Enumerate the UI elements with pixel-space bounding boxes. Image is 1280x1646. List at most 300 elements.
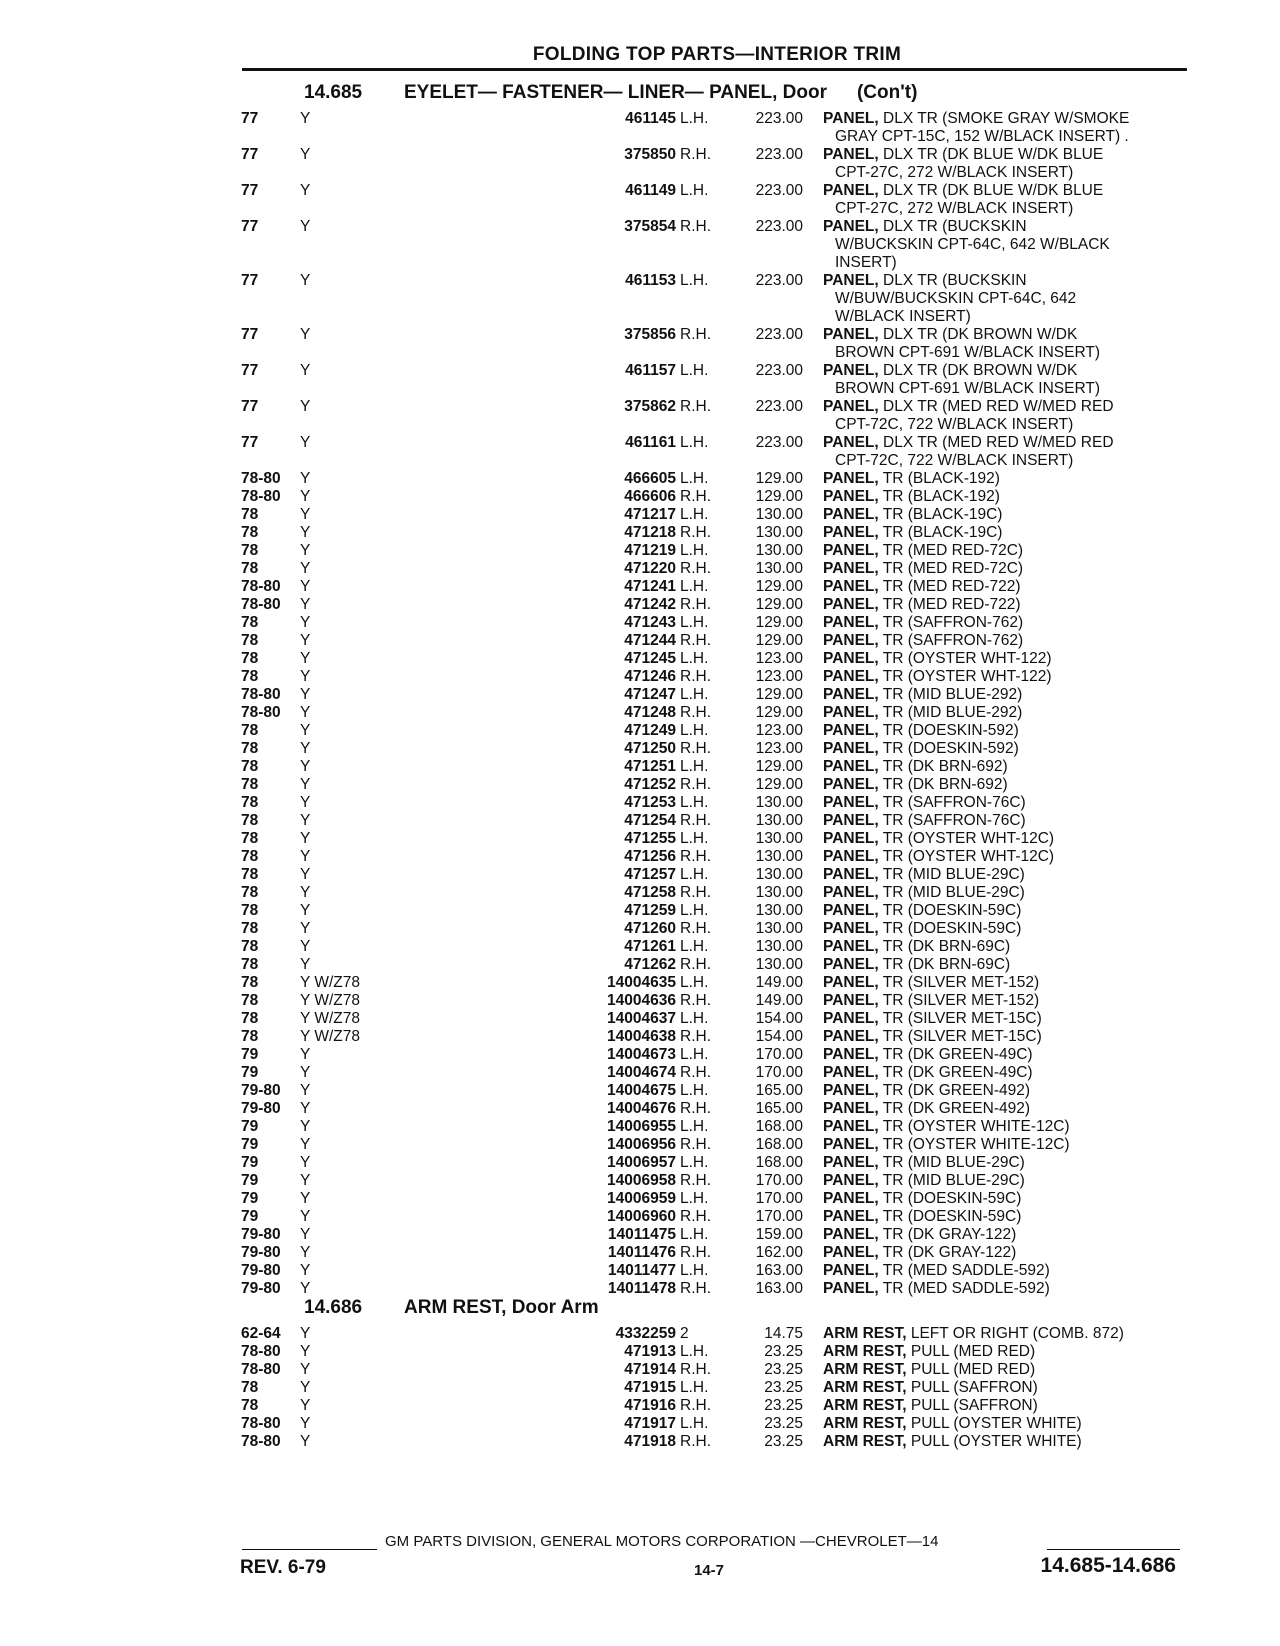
- description-line: ARM REST, PULL (MED RED): [823, 1343, 1036, 1360]
- part-description: [823, 704, 1185, 722]
- list-price: 123.00: [755, 740, 803, 757]
- group-code: Y W/Z78: [300, 992, 361, 1009]
- side-indicator: L.H.: [680, 794, 709, 811]
- part-description: [823, 1397, 1185, 1415]
- description-line: PANEL, TR (DOESKIN-59C): [823, 920, 1022, 937]
- part-description: [823, 110, 1185, 146]
- part-description: [823, 758, 1185, 776]
- description-keyword: PANEL,: [823, 1244, 879, 1261]
- model-year: 78: [241, 884, 259, 901]
- description-line: PANEL, DLX TR (DK BROWN W/DK: [823, 362, 1078, 379]
- side-indicator: L.H.: [680, 542, 709, 559]
- description-line: W/BUCKSKIN CPT-64C, 642 W/BLACK: [835, 236, 1110, 253]
- description-line: PANEL, TR (MID BLUE-292): [823, 686, 1023, 703]
- description-keyword: PANEL,: [823, 182, 879, 199]
- list-price: 130.00: [755, 524, 803, 541]
- side-indicator: R.H.: [680, 146, 711, 163]
- part-description: [823, 1325, 1185, 1343]
- description-line: CPT-72C, 722 W/BLACK INSERT): [835, 452, 1074, 469]
- side-indicator: R.H.: [680, 776, 711, 793]
- part-number: 461153: [625, 272, 676, 289]
- section-subtitle: Door: [782, 82, 827, 103]
- group-code: Y: [300, 632, 311, 649]
- part-description: [823, 1433, 1185, 1451]
- side-indicator: R.H.: [680, 812, 711, 829]
- page-number: 14-7: [694, 1562, 725, 1579]
- description-line: PANEL, TR (DK BRN-692): [823, 758, 1008, 775]
- side-indicator: R.H.: [680, 668, 711, 685]
- description-line: PANEL, TR (BLACK-19C): [823, 524, 1003, 541]
- description-keyword: PANEL,: [823, 812, 879, 829]
- part-number: 471252: [624, 776, 676, 793]
- group-code: Y: [300, 830, 311, 847]
- description-line: PANEL, TR (OYSTER WHT-122): [823, 650, 1052, 667]
- part-number: 14004635: [607, 974, 676, 991]
- part-description: [823, 1280, 1185, 1298]
- list-price: 223.00: [755, 218, 803, 235]
- part-description: [823, 1208, 1185, 1226]
- list-price: 168.00: [755, 1136, 803, 1153]
- model-year: 79-80: [241, 1226, 281, 1243]
- part-number: 471254: [624, 812, 676, 829]
- group-code: Y: [300, 668, 311, 685]
- model-year: 78: [241, 506, 259, 523]
- side-indicator: L.H.: [680, 1154, 709, 1171]
- group-code: Y: [300, 434, 311, 451]
- list-price: 223.00: [755, 110, 803, 127]
- group-code: Y: [300, 1325, 311, 1342]
- list-price: 129.00: [755, 758, 803, 775]
- model-year: 62-64: [241, 1325, 281, 1342]
- part-description: [823, 740, 1185, 758]
- side-indicator: L.H.: [680, 1118, 709, 1135]
- part-description: [823, 1118, 1185, 1136]
- group-code: Y: [300, 848, 311, 865]
- description-line: PANEL, DLX TR (DK BROWN W/DK: [823, 326, 1078, 343]
- part-number: 461157: [625, 362, 676, 379]
- list-price: 170.00: [755, 1190, 803, 1207]
- list-price: 123.00: [755, 668, 803, 685]
- model-year: 78: [241, 740, 259, 757]
- model-year: 78: [241, 776, 259, 793]
- description-line: PANEL, TR (SAFFRON-762): [823, 632, 1024, 649]
- description-keyword: PANEL,: [823, 866, 879, 883]
- list-price: 165.00: [755, 1100, 803, 1117]
- side-indicator: R.H.: [680, 524, 711, 541]
- description-keyword: PANEL,: [823, 470, 879, 487]
- part-number: 14004638: [607, 1028, 676, 1045]
- model-year: 78: [241, 830, 259, 847]
- description-line: PANEL, TR (DOESKIN-59C): [823, 1208, 1022, 1225]
- list-price: 154.00: [755, 1010, 803, 1027]
- description-keyword: ARM REST,: [823, 1433, 907, 1450]
- group-code: Y: [300, 938, 311, 955]
- description-keyword: PANEL,: [823, 596, 879, 613]
- model-year: 78: [241, 992, 259, 1009]
- side-indicator: R.H.: [680, 1361, 711, 1378]
- group-code: Y: [300, 524, 311, 541]
- side-indicator: L.H.: [680, 1046, 709, 1063]
- description-keyword: ARM REST,: [823, 1325, 907, 1342]
- model-year: 79: [241, 1064, 259, 1081]
- part-description: [823, 1028, 1185, 1046]
- group-code: Y: [300, 686, 311, 703]
- description-keyword: ARM REST,: [823, 1343, 907, 1360]
- description-keyword: PANEL,: [823, 1010, 879, 1027]
- description-keyword: ARM REST,: [823, 1415, 907, 1432]
- side-indicator: L.H.: [680, 902, 709, 919]
- model-year: 79-80: [241, 1280, 281, 1297]
- part-description: [823, 794, 1185, 812]
- model-year: 77: [241, 398, 259, 415]
- list-price: 163.00: [755, 1262, 803, 1279]
- model-year: 79: [241, 1154, 259, 1171]
- description-keyword: PANEL,: [823, 668, 879, 685]
- side-indicator: L.H.: [680, 614, 709, 631]
- side-indicator: R.H.: [680, 884, 711, 901]
- model-year: 78: [241, 524, 259, 541]
- part-description: [823, 1082, 1185, 1100]
- description-line: ARM REST, PULL (OYSTER WHITE): [823, 1433, 1082, 1450]
- description-keyword: PANEL,: [823, 1154, 879, 1171]
- group-code: Y W/Z78: [300, 1028, 361, 1045]
- description-keyword: PANEL,: [823, 1028, 879, 1045]
- group-code: Y: [300, 650, 311, 667]
- description-line: PANEL, TR (DK BRN-69C): [823, 938, 1011, 955]
- description-line: PANEL, TR (DK GREEN-492): [823, 1100, 1031, 1117]
- list-price: 165.00: [755, 1082, 803, 1099]
- description-line: PANEL, TR (BLACK-192): [823, 470, 1000, 487]
- model-year: 79: [241, 1208, 259, 1225]
- side-indicator: L.H.: [680, 938, 709, 955]
- description-keyword: PANEL,: [823, 218, 879, 235]
- group-code: Y: [300, 956, 311, 973]
- list-price: 123.00: [755, 650, 803, 667]
- side-indicator: R.H.: [680, 1433, 711, 1450]
- description-keyword: PANEL,: [823, 398, 879, 415]
- model-year: 78: [241, 956, 259, 973]
- group-code: Y: [300, 1415, 311, 1432]
- group-code: Y: [300, 902, 311, 919]
- description-line: PANEL, TR (SAFFRON-762): [823, 614, 1024, 631]
- group-code: Y: [300, 560, 311, 577]
- group-code: Y: [300, 488, 311, 505]
- group-code: Y W/Z78: [300, 974, 361, 991]
- description-keyword: PANEL,: [823, 704, 879, 721]
- group-code: Y: [300, 218, 311, 235]
- list-price: 129.00: [755, 470, 803, 487]
- group-code: Y: [300, 1343, 311, 1360]
- model-year: 78: [241, 812, 259, 829]
- description-line: W/BUW/BUCKSKIN CPT-64C, 642: [835, 290, 1077, 307]
- side-indicator: L.H.: [680, 362, 709, 379]
- side-indicator: R.H.: [680, 1136, 711, 1153]
- model-year: 78-80: [241, 1361, 281, 1378]
- side-indicator: R.H.: [680, 596, 711, 613]
- description-keyword: PANEL,: [823, 1226, 879, 1243]
- part-description: [823, 992, 1185, 1010]
- description-keyword: PANEL,: [823, 614, 879, 631]
- model-year: 79: [241, 1046, 259, 1063]
- model-year: 79: [241, 1136, 259, 1153]
- list-price: 130.00: [755, 938, 803, 955]
- description-keyword: PANEL,: [823, 902, 879, 919]
- description-line: PANEL, TR (DK GREEN-49C): [823, 1064, 1033, 1081]
- list-price: 170.00: [755, 1208, 803, 1225]
- part-number: 375856: [624, 326, 676, 343]
- description-line: CPT-72C, 722 W/BLACK INSERT): [835, 416, 1074, 433]
- page-title: FOLDING TOP PARTS—INTERIOR TRIM: [532, 44, 902, 65]
- group-code: Y: [300, 1379, 311, 1396]
- list-price: 130.00: [755, 812, 803, 829]
- list-price: 23.25: [764, 1433, 803, 1450]
- part-number: 471256: [624, 848, 676, 865]
- group-code: Y: [300, 1280, 311, 1297]
- description-keyword: PANEL,: [823, 722, 879, 739]
- list-price: 223.00: [755, 182, 803, 199]
- part-number: 471260: [624, 920, 676, 937]
- model-year: 78: [241, 938, 259, 955]
- description-keyword: PANEL,: [823, 1082, 879, 1099]
- description-line: PANEL, TR (MID BLUE-29C): [823, 1154, 1025, 1171]
- description-keyword: PANEL,: [823, 884, 879, 901]
- description-keyword: PANEL,: [823, 146, 879, 163]
- part-description: [823, 812, 1185, 830]
- model-year: 78: [241, 1379, 259, 1396]
- part-number: 471917: [624, 1415, 676, 1432]
- description-keyword: PANEL,: [823, 1190, 879, 1207]
- group-code: Y: [300, 1244, 311, 1261]
- model-year: 78-80: [241, 470, 281, 487]
- list-price: 223.00: [755, 362, 803, 379]
- description-keyword: PANEL,: [823, 578, 879, 595]
- description-keyword: PANEL,: [823, 974, 879, 991]
- description-line: ARM REST, PULL (SAFFRON): [823, 1397, 1038, 1414]
- description-line: PANEL, TR (DK GREEN-49C): [823, 1046, 1033, 1063]
- description-line: PANEL, TR (OYSTER WHT-12C): [823, 830, 1055, 847]
- group-code: Y: [300, 1433, 311, 1450]
- part-description: [823, 362, 1185, 398]
- part-number: 471918: [624, 1433, 676, 1450]
- description-line: PANEL, TR (DK GRAY-122): [823, 1226, 1017, 1243]
- part-number: 14006960: [607, 1208, 676, 1225]
- side-indicator: L.H.: [680, 506, 709, 523]
- part-number: 461149: [625, 182, 676, 199]
- part-number: 375854: [624, 218, 676, 235]
- description-line: PANEL, TR (DOESKIN-592): [823, 740, 1019, 757]
- description-keyword: PANEL,: [823, 506, 879, 523]
- part-description: [823, 920, 1185, 938]
- group-code: Y: [300, 1082, 311, 1099]
- section-heading: [304, 82, 917, 104]
- group-code: Y W/Z78: [300, 1010, 361, 1027]
- part-description: [823, 956, 1185, 974]
- model-year: 78: [241, 974, 259, 991]
- description-keyword: PANEL,: [823, 1208, 879, 1225]
- group-code: Y: [300, 812, 311, 829]
- description-line: PANEL, TR (BLACK-19C): [823, 506, 1003, 523]
- model-year: 77: [241, 362, 259, 379]
- side-indicator: R.H.: [680, 1172, 711, 1189]
- list-price: 130.00: [755, 506, 803, 523]
- section-title: ARM REST,: [404, 1297, 507, 1318]
- description-line: PANEL, TR (DK GRAY-122): [823, 1244, 1017, 1261]
- description-keyword: PANEL,: [823, 1262, 879, 1279]
- description-line: PANEL, TR (DK BRN-69C): [823, 956, 1011, 973]
- footer-rule-right: [1047, 1549, 1180, 1550]
- side-indicator: L.H.: [680, 974, 709, 991]
- description-line: PANEL, TR (MED RED-722): [823, 596, 1021, 613]
- description-line: ARM REST, PULL (MED RED): [823, 1361, 1036, 1378]
- description-keyword: PANEL,: [823, 1100, 879, 1117]
- part-description: [823, 848, 1185, 866]
- group-code: Y: [300, 1361, 311, 1378]
- side-indicator: R.H.: [680, 848, 711, 865]
- part-number: 471262: [624, 956, 676, 973]
- description-line: PANEL, TR (SAFFRON-76C): [823, 812, 1026, 829]
- description-line: PANEL, TR (OYSTER WHT-12C): [823, 848, 1055, 865]
- description-line: PANEL, TR (DOESKIN-59C): [823, 1190, 1022, 1207]
- part-description: [823, 866, 1185, 884]
- model-year: 79: [241, 1190, 259, 1207]
- list-price: 129.00: [755, 596, 803, 613]
- model-year: 78: [241, 848, 259, 865]
- description-line: PANEL, DLX TR (SMOKE GRAY W/SMOKE: [823, 110, 1130, 127]
- side-indicator: L.H.: [680, 650, 709, 667]
- model-year: 78: [241, 1028, 259, 1045]
- part-description: [823, 1136, 1185, 1154]
- part-number: 471913: [624, 1343, 676, 1360]
- list-price: 129.00: [755, 488, 803, 505]
- part-number: 14004637: [607, 1010, 676, 1027]
- description-keyword: PANEL,: [823, 488, 879, 505]
- part-number: 471915: [624, 1379, 676, 1396]
- side-indicator: R.H.: [680, 326, 711, 343]
- part-number: 471218: [624, 524, 676, 541]
- part-number: 461145: [625, 110, 676, 127]
- part-description: [823, 1262, 1185, 1280]
- model-year: 78: [241, 794, 259, 811]
- model-year: 78: [241, 920, 259, 937]
- side-indicator: R.H.: [680, 632, 711, 649]
- list-price: 129.00: [755, 614, 803, 631]
- description-keyword: PANEL,: [823, 686, 879, 703]
- model-year: 77: [241, 218, 259, 235]
- description-line: PANEL, TR (MED RED-72C): [823, 542, 1024, 559]
- side-indicator: R.H.: [680, 1244, 711, 1261]
- model-year: 78-80: [241, 1415, 281, 1432]
- list-price: 163.00: [755, 1280, 803, 1297]
- description-line: PANEL, TR (DOESKIN-592): [823, 722, 1019, 739]
- description-line: BROWN CPT-691 W/BLACK INSERT): [835, 344, 1100, 361]
- description-line: PANEL, TR (OYSTER WHT-122): [823, 668, 1052, 685]
- model-year: 78-80: [241, 578, 281, 595]
- part-description: [823, 272, 1185, 326]
- part-number: 471243: [624, 614, 676, 631]
- side-indicator: R.H.: [680, 1208, 711, 1225]
- model-year: 78-80: [241, 488, 281, 505]
- part-description: [823, 542, 1185, 560]
- side-indicator: L.H.: [680, 722, 709, 739]
- part-number: 471914: [624, 1361, 676, 1378]
- description-keyword: PANEL,: [823, 848, 879, 865]
- list-price: 168.00: [755, 1154, 803, 1171]
- side-indicator: L.H.: [680, 1379, 709, 1396]
- footer-company: GM PARTS DIVISION, GENERAL MOTORS CORPORATION —CHEVROLET—14: [385, 1533, 939, 1550]
- description-line: CPT-27C, 272 W/BLACK INSERT): [835, 164, 1074, 181]
- part-number: 471248: [624, 704, 676, 721]
- description-keyword: PANEL,: [823, 1118, 879, 1135]
- description-keyword: ARM REST,: [823, 1361, 907, 1378]
- list-price: 130.00: [755, 920, 803, 937]
- part-description: [823, 1415, 1185, 1433]
- part-number: 471217: [624, 506, 676, 523]
- model-year: 77: [241, 110, 259, 127]
- part-number: 375862: [624, 398, 676, 415]
- description-line: PANEL, DLX TR (MED RED W/MED RED: [823, 398, 1114, 415]
- list-price: 23.25: [764, 1379, 803, 1396]
- description-line: PANEL, TR (DK GREEN-492): [823, 1082, 1031, 1099]
- part-number: 471261: [624, 938, 676, 955]
- description-keyword: PANEL,: [823, 776, 879, 793]
- part-description: [823, 470, 1185, 488]
- description-keyword: PANEL,: [823, 1136, 879, 1153]
- description-line: PANEL, TR (SAFFRON-76C): [823, 794, 1026, 811]
- model-year: 79-80: [241, 1262, 281, 1279]
- group-code: Y: [300, 740, 311, 757]
- model-year: 78-80: [241, 596, 281, 613]
- section-subtitle: Door Arm: [511, 1297, 599, 1318]
- description-keyword: PANEL,: [823, 632, 879, 649]
- group-code: Y: [300, 1208, 311, 1225]
- list-price: 223.00: [755, 398, 803, 415]
- model-year: 79: [241, 1118, 259, 1135]
- side-indicator: R.H.: [680, 1028, 711, 1045]
- part-number: 14004636: [607, 992, 676, 1009]
- model-year: 78: [241, 542, 259, 559]
- side-indicator: L.H.: [680, 182, 709, 199]
- list-price: 129.00: [755, 686, 803, 703]
- group-code: Y: [300, 578, 311, 595]
- description-keyword: PANEL,: [823, 1064, 879, 1081]
- model-year: 78: [241, 560, 259, 577]
- list-price: 130.00: [755, 866, 803, 883]
- group-code: Y: [300, 110, 311, 127]
- list-price: 129.00: [755, 776, 803, 793]
- description-line: PANEL, TR (MID BLUE-29C): [823, 884, 1025, 901]
- part-description: [823, 560, 1185, 578]
- title-rule: [242, 68, 1187, 71]
- description-keyword: PANEL,: [823, 1280, 879, 1297]
- group-code: Y: [300, 1154, 311, 1171]
- group-code: Y: [300, 776, 311, 793]
- side-indicator: L.H.: [680, 578, 709, 595]
- model-year: 78: [241, 866, 259, 883]
- list-price: 130.00: [755, 956, 803, 973]
- side-indicator: R.H.: [680, 218, 711, 235]
- part-number: 14011478: [607, 1280, 676, 1297]
- description-line: ARM REST, LEFT OR RIGHT (COMB. 872): [823, 1325, 1124, 1342]
- side-indicator: L.H.: [680, 1190, 709, 1207]
- list-price: 129.00: [755, 632, 803, 649]
- description-keyword: PANEL,: [823, 938, 879, 955]
- part-description: [823, 650, 1185, 668]
- continued-label: (Con't): [856, 82, 918, 103]
- part-number: 471245: [624, 650, 676, 667]
- part-number: 471916: [624, 1397, 676, 1414]
- list-price: 23.25: [764, 1415, 803, 1432]
- list-price: 149.00: [755, 992, 803, 1009]
